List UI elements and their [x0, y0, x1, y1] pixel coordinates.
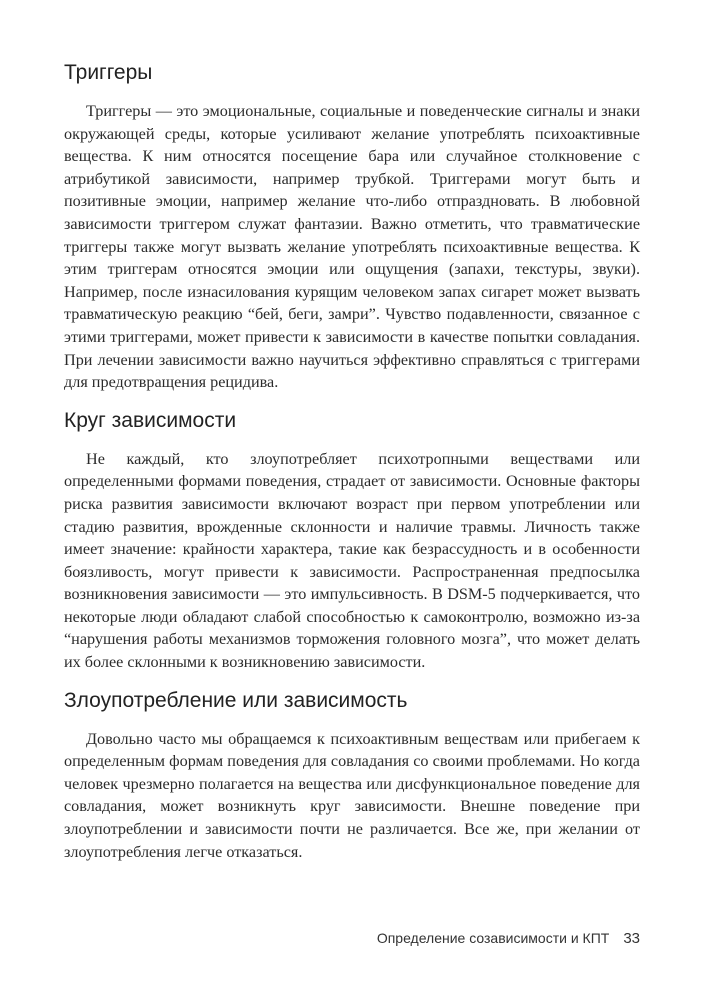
section-heading: Круг зависимости	[64, 408, 237, 432]
section-addiction-cycle	[64, 406, 640, 674]
page-body	[64, 58, 640, 875]
section-heading: Злоупотребление или зависимость	[64, 688, 408, 712]
section-abuse-or-addiction	[64, 686, 640, 864]
page-number: 33	[623, 930, 640, 947]
paragraph: Довольно часто мы обращаемся к психоактивным веществам или прибегаем к определенным формам поведения для совладания со своими проблемами. Но когда человек чрезмерно полагается на вещества или дисфункциональное поведение для совладания, может возникнуть круг зависимости. Внешне поведение при злоупотреблении и зависимости почти не различается. Все же, при желании от злоупотребления легче отказаться.	[64, 729, 640, 861]
page-footer	[377, 930, 640, 947]
running-title: Определение созависимости и КПТ	[376, 930, 610, 946]
paragraph: Триггеры — это эмоциональные, социальные и поведенческие сигналы и знаки окружающей среды, которые усиливают желание употреблять психоактивные вещества. К ним относятся посещение бара или случайное столкновение с атрибутикой зависимости, например трубкой. Триггерами могут быть и позитивные эмоции, например желание что-либо отпраздновать. В любовной зависимости триггером служат фантазии. Важно отметить, что травматические триггеры также могут вызвать желание употреблять психоактивные вещества. К этим триггерам относятся эмоции или ощущения (запахи, текстуры, звуки). Например, после изнасилования курящим человеком запах сигарет может вызвать травматическую реакцию “бей, беги, замри”. Чувство подавленности, связанное с этими триггерами, может привести к зависимости в качестве попытки совладания. При лечении зависимости важно научиться эффективно справляться с триггерами для предотвращения рецидива.	[64, 102, 640, 392]
paragraph: Не каждый, кто злоупотребляет психотропными веществами или определенными формами поведения, страдает от зависимости. Основные факторы риска развития зависимости включают возраст при первом употреблении или стадию развития, врожденные склонности и наличие травмы. Личность также имеет значение: крайности характера, такие как безрассудность и в особенности боязливость, могут привести к зависимости. Распространенная предпосылка возникновения зависимости — это импульсивность. В DSM-5 подчеркивается, что некоторые люди обладают слабой способностью к самоконтролю, возможно из-за “нарушения работы механизмов торможения головного мозга”, что может делать их более склонными к возникновению зависимости.	[64, 449, 640, 672]
section-heading: Триггеры	[64, 61, 153, 84]
section-triggers	[64, 58, 640, 394]
